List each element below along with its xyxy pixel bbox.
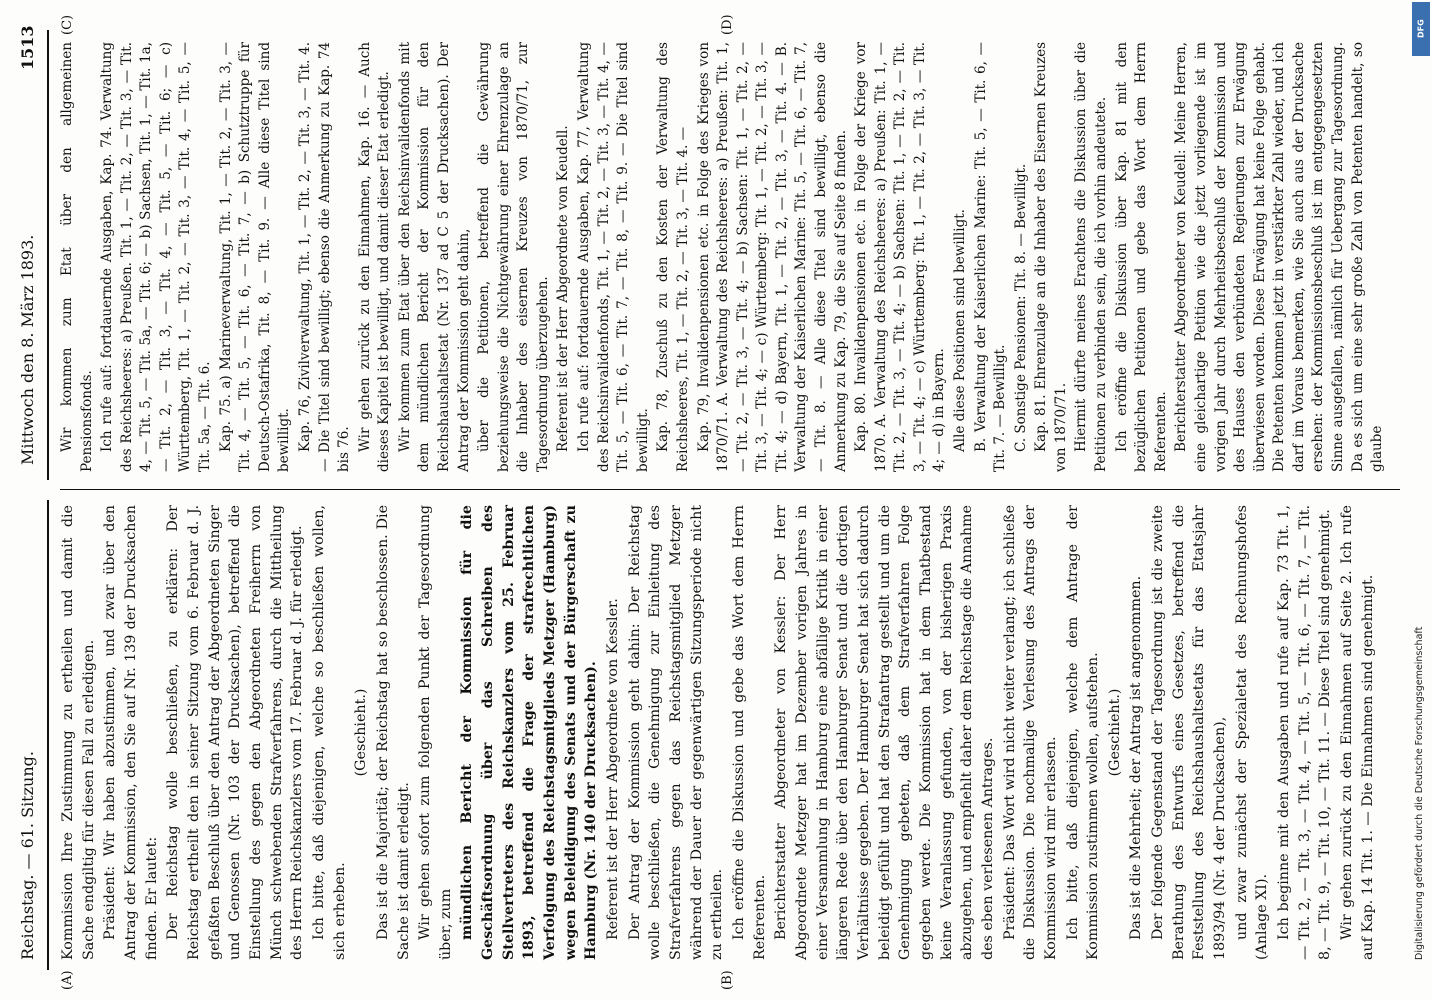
speech: Präsident: Das Wort wird nicht weiter verlangt; ich schließe die Diskussion. Die nochmalige Verlesung des Antrags der Kommission wird mir erlassen.	[1001, 505, 1059, 960]
watermark-strip	[1410, 20, 1430, 960]
paragraph: Wir kommen zum Etat über den allgemeinen Pensionsfonds.	[59, 42, 95, 472]
paragraph: Ich rufe auf: fortdauernde Ausgaben, Kap. 77, Verwaltung des Reichsinvalidenfonds, Tit. 1, — Tit. 2, — Tit. 3, — Tit. 4, — Tit. 5, — Tit. 6, — Tit. 7, — Tit. 8, — Tit. 9. — Die Titel sind bewilligt.	[576, 42, 651, 472]
paragraph: Kap. 80. Invalidenpensionen etc. in Folge der Kriege vor 1870. A. Verwaltung des Reichsheeres: a) Preußen: Tit. 1, — Tit. 2, — Tit. 3, — Tit. 4; — b) Sachsen: Tit. 1, — Tit. 2, — Tit. 3, — Tit. 4; — c) Württemberg: Tit. 1, — Tit. 2, — Tit. 3, — Tit. 4; — d) in Bayern.	[853, 42, 948, 472]
margin-mark-d: (D)	[720, 14, 735, 35]
paragraph: Kap. 78, Zuschuß zu den Kosten der Verwaltung des Reichsheeres, Tit. 1, — Tit. 2, — Tit. 3, — Tit. 4. —	[655, 42, 691, 472]
paragraph: Der Antrag der Kommission geht dahin: Der Reichstag wolle beschließen, die Genehmigung zur Einleitung des Strafverfahrens gegen das Reichstagsmitglied Metzger während der Dauer der gegenwärtigen Sitzungsperiode nicht zu ertheilen.	[626, 505, 726, 960]
agenda-item: Der folgende Gegenstand der Tagesordnung ist die zweite Berathung des Entwurfs eines Gesetzes, betreffend die Feststellung des Reichshaushaltsetats für das Etatsjahr 1893/94 (Nr. 4 der Drucksachen),	[1150, 505, 1229, 960]
paragraph: Ich eröffne die Diskussion über Kap. 81 mit den bezüglichen Petitionen und gebe das Wort dem Herrn Referenten.	[1113, 42, 1169, 472]
paragraph: Ich beginne mit den Ausgaben und rufe auf Kap. 73 Tit. 1, — Tit. 2, — Tit. 3, — Tit. 4, — Tit. 5, — Tit. 6, — Tit. 7, — Tit. 8, — Tit. 9, — Tit. 10, — Tit. 11. — Diese Titel sind genehmigt.	[1276, 505, 1334, 960]
paragraph: Hiermit dürfte meines Erachtens die Diskussion über die Petitionen zu verbinden sein, die ich vorhin andeutete.	[1073, 42, 1110, 472]
paragraph: Das ist die Mehrheit; der Antrag ist angenommen.	[1128, 575, 1145, 940]
stage-direction: (Geschieht.)	[353, 688, 370, 777]
paragraph: Kap. 76, Zivilverwaltung, Tit. 1, — Tit. 2, — Tit. 3, — Tit. 4. — Die Titel sind bewilligt; ebenso die Anmerkung zu Kap. 74 bis 76.	[296, 42, 353, 472]
left-column	[58, 505, 1379, 960]
header-rule-right	[47, 30, 49, 480]
paragraph: Kap. 79, Invalidenpensionen etc. in Folge des Krieges von 1870/71. A. Verwaltung des Reichsheeres: a) Preußen: Tit. 1, — Tit. 2, — Tit. 3, — Tit. 4; — b) Sachsen: Tit. 1, — Tit. 2, — Tit. 3, — Tit. 4; — c) Württemberg: Tit. 1, — Tit. 2, — Tit. 3, — Tit. 4; — d) Bayern, Tit. 1, — Tit. 2, — Tit. 3, — Tit. 4. — B. Verwaltung der Kaiserlichen Marine: Tit. 5, — Tit. 6, — Tit. 7, — Tit. 8. — Alle diese Titel sind bewilligt, ebenso die Anmerkung zu Kap. 79, die Sie auf Seite 8 finden.	[695, 42, 849, 472]
margin-mark-c: (C)	[60, 14, 75, 35]
header-right-title: Mittwoch den 8. März 1893.	[18, 234, 37, 465]
paragraph: C. Sonstige Pensionen: Tit. 8. — Bewilligt.	[1012, 163, 1029, 452]
margin-mark-a: (A)	[60, 970, 75, 990]
paragraph: Kap. 75. a) Marineverwaltung, Tit. 1, — Tit. 2, — Tit. 3, — Tit. 4, — Tit. 5, — Tit. 6, — Tit. 7, — b) Schutztruppe für Deutsch-Ostafrika, Tit. 8, — Tit. 9. — Alle diese Titel sind bewilligt.	[217, 42, 293, 472]
header-left-title: Reichstag. — 61. Sitzung.	[18, 751, 37, 960]
paragraph: Kommission Ihre Zustimmung zu ertheilen und damit die Sache endgiltig für diesen Fall zu erledigen.	[60, 505, 97, 960]
running-header	[18, 0, 48, 1000]
page-number: 1513	[18, 25, 37, 70]
agenda-item: mündlichen Bericht der Kommission für die Geschäftsordnung über das Schreiben des Stellvertreters des Reichskanzlers vom 25. Februar 1893, betreffend die Frage der strafrechtlichen Verfolgung des Reichstagsmitglieds Metzger (Hamburg) wegen Beleidigung des Senats und der Bürgerschaft zu Hamburg (Nr. 140 der Drucksachen).	[459, 505, 600, 960]
stage-direction: (Geschieht.)	[1106, 688, 1123, 777]
paragraph: Wir gehen sofort zum folgenden Punkt der Tagesordnung über, zum	[417, 505, 454, 960]
paragraph: Wir gehen zurück zu den Einnahmen, Kap. 16. — Auch dieses Kapitel ist bewilligt, und damit dieser Etat erledigt.	[356, 42, 393, 472]
quoted-motion: über die Petitionen, betreffend die Gewährung beziehungsweise die Nichtgewährung einer Ehrenzulage an die Inhaber des eisernen Kreuzes von 1870/71, zur Tagesordnung überzugehen.	[476, 42, 551, 472]
paragraph: Referent ist der Herr Abgeordnete von Kessler.	[605, 598, 622, 940]
paragraph: Ich bitte, daß diejenigen, welche dem Antrage der Kommission zustimmen wollen, aufstehen.	[1064, 505, 1102, 960]
paragraph: Alle diese Positionen sind bewilligt.	[952, 209, 969, 452]
watermark-text: Digitalisierung gefördert durch die Deutsche Forschungsgemeinschaft	[1414, 626, 1425, 960]
margin-mark-b: (B)	[720, 970, 735, 990]
paragraph: Das ist die Majorität; der Reichstag hat so beschlossen. Die Sache ist damit erledigt.	[374, 505, 412, 960]
column-divider	[60, 489, 1400, 490]
paragraph: B. Verwaltung der Kaiserlichen Marine: Tit. 5, — Tit. 6, — Tit. 7. — Bewilligt.	[972, 42, 1009, 472]
quoted-motion: Der Reichstag wolle beschließen, zu erklären: Der Reichstag ertheilt den in seiner Sitzung vom 6. Februar d. J. gefaßten Beschluß über den Antrag der Abgeordneten Singer und Genossen (Nr. 103 der Drucksachen), betreffend die Einstellung des gegen den Abgeordneten Freiherrn von Münch schwebenden Strafverfahrens, durch die Mittheilung des Herrn Reichskanzlers vom 17. Februar d. J. für erledigt.	[165, 505, 306, 960]
paragraph: Referent ist der Herr Abgeordnete von Keudell.	[555, 125, 572, 452]
speech: Berichterstatter Abgeordneter von Kessler: Der Herr Abgeordnete Metzger hat im Dezember vorigen Jahres in einer Versammlung in Hamburg eine abfällige Kritik in einer längeren Rede über den Hamburger Senat und die dortigen Verhältnisse gegeben. Der Hamburger Senat hat sich dadurch beleidigt gefühlt und hat den Strafantrag gestellt und um die Genehmigung gebeten, daß dem Strafverfahren Folge gegeben werde. Die Kommission hat in dem Thatbestand keine Veranlassung gefunden, von der bisherigen Praxis abzugehen, und empfiehlt daher dem Reichstage die Annahme des eben verlesenen Antrages.	[773, 505, 996, 960]
header-rule-left	[47, 500, 49, 970]
paragraph: Wir gehen zurück zu den Einnahmen auf Seite 2. Ich rufe auf Kap. 14 Tit. 1. — Die Einnahmen sind genehmigt.	[1339, 505, 1376, 960]
paragraph: Ich bitte, daß diejenigen, welche so beschließen wollen, sich erheben.	[310, 505, 348, 960]
agenda-item: Wir kommen zum Etat über den Reichsinvalidenfonds mit dem mündlichen Bericht der Kommission für den Reichshaushaltsetat (Nr. 137 ad C 5 der Drucksachen). Der Antrag der Kommission geht dahin,	[396, 42, 472, 472]
dfg-logo-icon: DFG	[1412, 2, 1430, 56]
paragraph: Präsident: Wir haben abzustimmen, und zwar über den Antrag der Kommission, den Sie auf Nr. 139 der Drucksachen finden. Er lautet:	[102, 505, 160, 960]
right-column	[58, 42, 1389, 472]
paragraph: Kap. 81. Ehrenzulage an die Inhaber des Eisernen Kreuzes von 1870/71.	[1033, 42, 1069, 472]
paragraph: Ich eröffne die Diskussion und gebe das Wort dem Herrn Referenten.	[731, 505, 768, 960]
speech: Berichterstatter Abgeordneter von Keudell: Meine Herren, eine gleichartige Petition wie die jetzt vorliegende ist im vorigen Jahr durch Mehrheitsbeschluß der Kommission und des Hauses den verbündeten Regierungen zur Erwägung überwiesen worden. Diese Erwägung hat keine Folge gehabt. Die Petenten kommen jetzt in verstärkter Zahl wieder, und ich darf im Voraus bemerken, wie Sie auch aus der Drucksache ersehen: der Kommissionsbeschluß ist im entgegengesetzten Sinne ausgefallen, nämlich für Uebergang zur Tagesordnung. Da es sich um eine sehr große Zahl von Petenten handelt, so glaube	[1173, 42, 1386, 472]
paragraph: und zwar zunächst der Spezialetat des Rechnungshofes (Anlage XI).	[1233, 505, 1271, 960]
paragraph: Ich rufe auf: fortdauernde Ausgaben, Kap. 74. Verwaltung des Reichsheeres: a) Preußen. Tit. 1, — Tit. 2, — Tit. 3, — Tit. 4, — Tit. 5, — Tit. 5a, — Tit. 6; — b) Sachsen, Tit. 1, — Tit. 1a, — Tit. 2, — Tit. 3, — Tit. 4, — Tit. 5, — Tit. 6; — c) Württemberg, Tit. 1, — Tit. 2, — Tit. 3, — Tit. 4, — Tit. 5, — Tit. 5a, — Tit. 6.	[99, 42, 214, 472]
